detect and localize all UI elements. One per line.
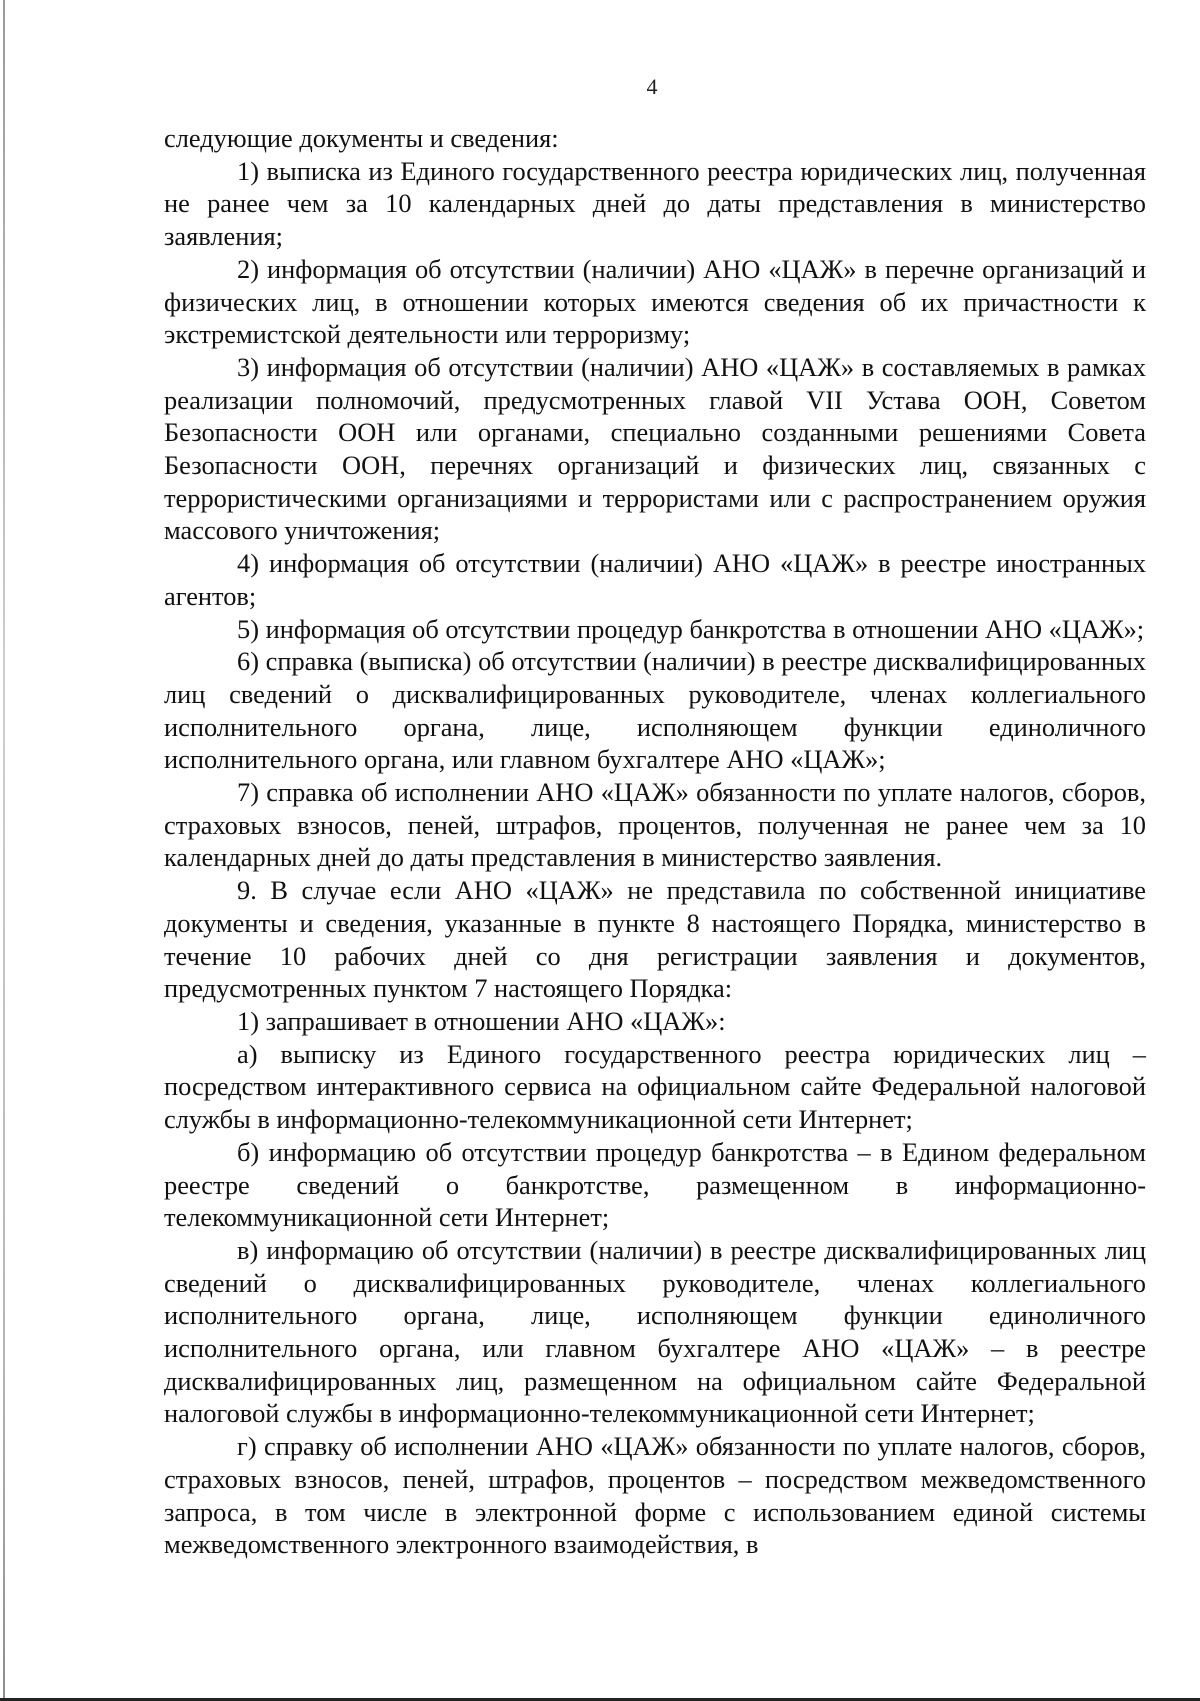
document-body — [164, 122, 1146, 1561]
paragraph-subitem-g: г) справку об исполнении АНО «ЦАЖ» обязанности по уплате налогов, сборов, страховых взносов, пеней, штрафов, процентов – посредством межведомственного запроса, в том числе в электронной форме с использованием единой системы межведомственного электронного взаимодействия, в — [164, 1431, 1146, 1560]
paragraph-item-1: 1) выписка из Единого государственного реестра юридических лиц, полученная не ранее чем за 10 календарных дней до даты представления в министерство заявления; — [164, 155, 1146, 252]
paragraph-item-5: 5) информация об отсутствии процедур банкротства в отношении АНО «ЦАЖ»; — [237, 613, 1145, 644]
page-number: 4 — [646, 74, 658, 99]
paragraph-clause-9-item-1: 1) запрашивает в отношении АНО «ЦАЖ»: — [237, 1005, 726, 1036]
paragraph-subitem-a: а) выписку из Единого государственного реестра юридических лиц – посредством интерактивного сервиса на официальном сайте Федеральной налоговой службы в информационно-телекоммуникационной сети Интернет; — [164, 1038, 1146, 1135]
paragraph-subitem-b: б) информацию об отсутствии процедур банкротства – в Едином федеральном реестре сведений о банкротстве, размещенном в информационно-телекоммуникационной сети Интернет; — [164, 1136, 1146, 1233]
paragraph-item-7: 7) справка об исполнении АНО «ЦАЖ» обязанности по уплате налогов, сборов, страховых взносов, пеней, штрафов, процентов, полученная не ранее чем за 10 календарных дней до даты представления в министерство заявления. — [164, 777, 1146, 873]
paragraph-intro: следующие документы и сведения: — [164, 123, 559, 153]
paragraph-subitem-v: в) информацию об отсутствии (наличии) в реестре дисквалифицированных лиц сведений о дисквалифицированных руководителе, членах коллегиального исполнительного органа, лице, исполняющем функции единоличного исполнительного органа, или главном бухгалтере АНО «ЦАЖ» – в реестре дисквалифицированных лиц, размещенном на официальном сайте Федеральной налоговой службы в информационно-телекоммуникационной сети Интернет; — [164, 1234, 1146, 1429]
scan-left-edge — [3, 0, 5, 1701]
paragraph-clause-9: 9. В случае если АНО «ЦАЖ» не представила по собственной инициативе документы и сведения, указанные в пункте 8 настоящего Порядка, министерство в течение 10 рабочих дней со дня регистрации заявления и документов, предусмотренных пунктом 7 настоящего Порядка: — [164, 875, 1146, 1004]
paragraph-item-6: 6) справка (выписка) об отсутствии (наличии) в реестре дисквалифицированных лиц сведений о дисквалифицированных руководителе, членах коллегиального исполнительного органа, лице, исполняющем функции единоличного исполнительного органа, или главном бухгалтере АНО «ЦАЖ»; — [164, 646, 1146, 775]
paragraph-item-2: 2) информация об отсутствии (наличии) АНО «ЦАЖ» в перечне организаций и физических лиц, в отношении которых имеются сведения об их причастности к экстремистской деятельности или терроризму; — [164, 253, 1146, 350]
paragraph-item-4: 4) информация об отсутствии (наличии) АНО «ЦАЖ» в реестре иностранных агентов; — [164, 548, 1146, 611]
paragraph-item-3: 3) информация об отсутствии (наличии) АНО «ЦАЖ» в составляемых в рамках реализации полномочий, предусмотренных главой VII Устава ООН, Советом Безопасности ООН или органами, специально созданными решениями Совета Безопасности ООН, перечнях организаций и физических лиц, связанных с террористическими организациями и террористами или с распространением оружия массового уничтожения; — [164, 351, 1146, 546]
